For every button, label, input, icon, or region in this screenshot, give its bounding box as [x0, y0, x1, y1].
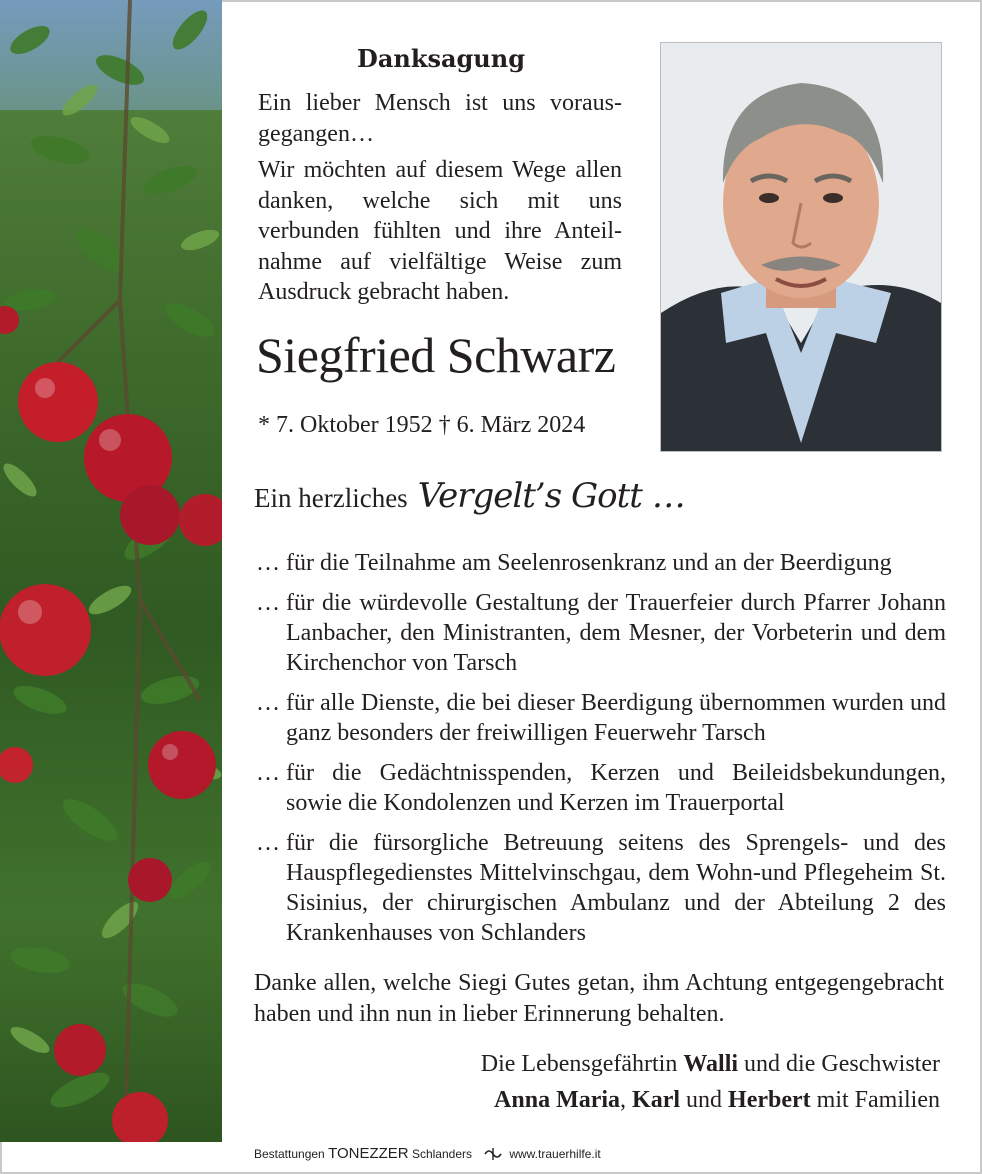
apple-tree-photo	[0, 0, 222, 1142]
apple-tree-illustration	[0, 0, 222, 1142]
footer-prefix: Bestattungen	[254, 1147, 329, 1161]
ellipsis-bullet: …	[256, 550, 280, 576]
list-item-text: für die fürsorgliche Betreuung seitens des Sprengels- und des Hauspflegedienstes Mittelvinschgau, dem Wohn-und Pflegeheim St. Sisinius, der chirurgischen Ambulanz und der Abteilung 2 des Krankenhauses von Schlanders	[286, 830, 946, 946]
signature-text: Die Lebensgefährtin	[480, 1051, 684, 1077]
list-item-text: für die würdevolle Gestaltung der Trauerfeier durch Pfarrer Johann Lanbacher, den Ministranten, dem Mesner, der Vorbeterin und dem Kirchenchor von Tarsch	[286, 590, 946, 676]
signature-name: Anna Maria	[494, 1087, 621, 1113]
footer-suffix: Schlanders	[408, 1147, 472, 1161]
list-item	[256, 548, 946, 578]
signature-name: Herbert	[728, 1087, 811, 1113]
list-item	[256, 588, 946, 678]
thanks-list	[256, 548, 946, 958]
intro-paragraph-2: Wir möchten auf diesem Wege allen danken, welche sich mit uns verbunden fühlten und ihre Anteilnahme auf vielfältige Weise zum Ausdruck gebracht haben.	[258, 157, 622, 305]
life-dates: * 7. Oktober 1952 † 6. März 2024	[258, 412, 586, 438]
list-item-text: für die Gedächtnisspenden, Kerzen und Beileidsbekundungen, sowie die Kondolenzen und Kerzen im Trauerportal	[286, 760, 946, 816]
signature-name: Walli	[683, 1051, 739, 1077]
intro-text	[258, 88, 622, 314]
footer-brand: TONEZZER	[328, 1145, 409, 1162]
signature-name: Karl	[632, 1087, 681, 1113]
thanks-heading	[254, 476, 854, 516]
signature-text: und die Geschwister	[738, 1051, 940, 1077]
signature	[300, 1046, 940, 1118]
signature-text: ,	[620, 1087, 633, 1113]
signature-text: und	[680, 1087, 729, 1113]
ellipsis-bullet: …	[256, 690, 280, 716]
closing-text: Danke allen, welche Siegi Gutes getan, ihm Achtung entgegengebracht haben und ihn nun in lieber Erinnerung behalten.	[254, 970, 944, 1027]
deceased-name: Siegfried Schwarz	[256, 327, 616, 383]
thanks-prefix: Ein herzliches	[254, 483, 408, 513]
footer-url[interactable]: www.trauerhilfe.it	[509, 1147, 601, 1161]
portrait-illustration	[661, 43, 941, 451]
portrait-photo	[660, 42, 942, 452]
ellipsis-bullet: …	[256, 830, 280, 856]
signature-line-1	[300, 1046, 940, 1082]
ellipsis-bullet: …	[256, 590, 280, 616]
signature-text: mit Familien	[810, 1087, 940, 1113]
vergelts-gott-script: Vergelt’s Gott …	[417, 476, 685, 516]
trauerhilfe-logo-icon	[483, 1147, 503, 1161]
footer	[254, 1145, 854, 1162]
list-item	[256, 688, 946, 748]
page-title: Danksagung	[357, 44, 525, 73]
intro-paragraph-1: Ein lieber Mensch ist uns vorausgegangen…	[258, 90, 622, 147]
list-item	[256, 758, 946, 818]
list-item-text: für die Teilnahme am Seelenrosenkranz und an der Beerdigung	[286, 550, 892, 576]
list-item	[256, 828, 946, 948]
ellipsis-bullet: …	[256, 760, 280, 786]
list-item-text: für alle Dienste, die bei dieser Beerdigung übernommen wurden und ganz besonders der freiwilligen Feuerwehr Tarsch	[286, 690, 946, 746]
signature-line-2	[300, 1082, 940, 1118]
